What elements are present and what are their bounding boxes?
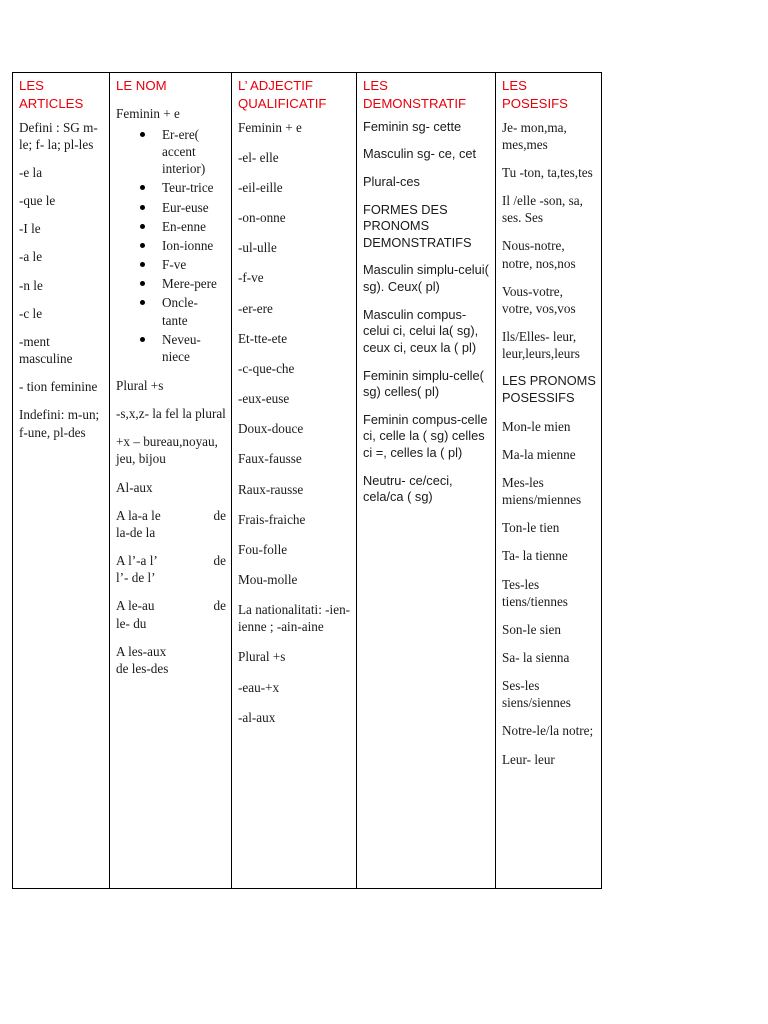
contraction-de: de xyxy=(213,507,226,523)
list-item: Eur-euse xyxy=(162,199,220,216)
text-line: Tu -ton, ta,tes,tes xyxy=(502,164,593,180)
text-line: -e la xyxy=(19,164,43,180)
list-item: Er-ere( accent interior) xyxy=(162,126,220,177)
contraction-left: A les-aux xyxy=(116,643,167,659)
contraction-entry xyxy=(116,507,226,541)
column-articles xyxy=(13,73,110,889)
contraction-left: A la-a le xyxy=(116,507,161,523)
list-item: Mere-pere xyxy=(162,275,220,292)
grammar-table xyxy=(12,72,602,889)
text-line: -ment masculine xyxy=(19,333,73,367)
contraction-entry xyxy=(116,597,226,631)
header-line: LES xyxy=(363,78,388,93)
text-line: Feminin simplu-celle( sg) celles( pl) xyxy=(363,367,484,400)
text-line: -al-aux xyxy=(238,709,276,725)
bullet-list xyxy=(116,126,226,365)
text-line: -que le xyxy=(19,193,56,209)
text-line: -s,x,z- la fel la plural xyxy=(116,406,226,422)
list-item: Oncle-tante xyxy=(162,294,220,328)
text-line: Et-tte-ete xyxy=(238,330,288,346)
text-line: Plural-ces xyxy=(363,173,420,189)
text-line: -on-onne xyxy=(238,210,286,226)
contraction-left: A le-au xyxy=(116,598,155,614)
column-header xyxy=(363,77,490,113)
text-line: -a le xyxy=(19,249,43,265)
column-adjectif xyxy=(232,73,357,889)
column-header xyxy=(19,77,104,113)
contraction-de: de xyxy=(213,598,226,614)
text-line: Fou-folle xyxy=(238,541,288,557)
text-line: Ils/Elles- leur, leur,leurs,leurs xyxy=(502,329,580,362)
text-line: -er-ere xyxy=(238,300,273,316)
text-line: Doux-douce xyxy=(238,421,304,437)
header-line: ARTICLES xyxy=(19,95,84,111)
text-line: -c le xyxy=(19,305,43,321)
text-line: Neutru- ce/ceci, cela/ca ( sg) xyxy=(363,472,453,505)
column-demonstratif xyxy=(357,73,496,889)
contraction-left: A l’-a l’ xyxy=(116,553,158,569)
text-line: Plural +s xyxy=(238,649,286,665)
header-line: L’ ADJECTIF xyxy=(238,78,313,93)
text-line: Leur- leur xyxy=(502,751,555,767)
text-line: Mon-le mien xyxy=(502,418,571,434)
text-line: Feminin sg- cette xyxy=(363,118,462,134)
header-line: POSESIFS xyxy=(502,95,568,111)
text-line: - tion feminine xyxy=(19,379,98,395)
text-line: Feminin + e xyxy=(238,119,302,135)
list-item: F-ve xyxy=(162,256,220,273)
column-posesifs xyxy=(496,73,602,889)
text-line: -c-que-che xyxy=(238,360,295,376)
header-line: LES xyxy=(19,78,44,93)
text-line: Ma-la mienne xyxy=(502,446,576,462)
header-line: LES xyxy=(502,78,527,93)
text-line: Mou-molle xyxy=(238,571,298,587)
text-line: -n le xyxy=(19,277,43,293)
text-line: Indefini: m-un; f-une, pl-des xyxy=(19,407,100,440)
text-line: Plural +s xyxy=(116,378,164,393)
text-line: Defini : SG m- le; f- la; pl-les xyxy=(19,119,98,152)
list-item: En-enne xyxy=(162,218,220,235)
text-line: -eux-euse xyxy=(238,391,290,407)
text-line: Al-aux xyxy=(116,479,153,495)
column-header xyxy=(238,77,351,113)
text-line: Ta- la tienne xyxy=(502,548,568,564)
text-line: Raux-rausse xyxy=(238,481,304,497)
contraction-result: de les-des xyxy=(116,660,169,676)
text-line: Je- mon,ma, mes,mes xyxy=(502,119,567,152)
contraction-result: l’- de l’ xyxy=(116,570,156,586)
table-row xyxy=(13,73,602,889)
text-line: Ton-le tien xyxy=(502,520,560,536)
text-line: -eil-eille xyxy=(238,179,283,195)
list-item: Ion-ionne xyxy=(162,237,220,254)
text-line: La nationalitati: -ien-ienne ; -ain-aine xyxy=(238,602,351,635)
text-line: Feminin compus-celle ci, celle la ( sg) celles ci =, celles la ( pl) xyxy=(363,411,488,460)
contraction-de: de xyxy=(213,553,226,569)
text-line: Nous-notre, notre, nos,nos xyxy=(502,238,576,271)
header-line: DEMONSTRATIF xyxy=(363,95,467,111)
list-item: Teur-trice xyxy=(162,179,220,196)
text-line: Feminin + e xyxy=(116,105,180,121)
text-line: Notre-le/la notre; xyxy=(502,723,594,739)
text-line: FORMES DES PRONOMS DEMONSTRATIFS xyxy=(363,201,472,250)
text-line: Masculin sg- ce, cet xyxy=(363,146,477,162)
contraction-result: le- du xyxy=(116,615,147,631)
contraction-entry xyxy=(116,552,226,586)
contraction-entry xyxy=(116,643,226,677)
text-line: Masculin simplu-celui( sg). Ceux( pl) xyxy=(363,262,489,294)
text-line: Sa- la sienna xyxy=(502,650,570,665)
text-line: Faux-fausse xyxy=(238,451,302,467)
text-line: Frais-fraiche xyxy=(238,511,306,527)
text-line: -f-ve xyxy=(238,270,264,286)
text-line: Vous-votre, votre, vos,vos xyxy=(502,283,576,316)
text-line: -I le xyxy=(19,221,41,237)
list-item: Neveu-niece xyxy=(162,331,220,365)
text-line: Ses-les siens/siennes xyxy=(502,678,571,711)
contraction-result: la-de la xyxy=(116,524,156,540)
column-nom xyxy=(110,73,232,889)
text-line: -ul-ulle xyxy=(238,240,277,256)
text-line: -el- elle xyxy=(238,149,279,165)
text-line: Il /elle -son, sa, ses. Ses xyxy=(502,193,583,226)
text-line: -eau-+x xyxy=(238,679,280,695)
text-line: LES PRONOMS POSESSIFS xyxy=(502,373,596,405)
header-line: LE NOM xyxy=(116,78,167,93)
text-line: +x – bureau,noyau, jeu, bijou xyxy=(116,434,218,467)
text-line: Mes-les miens/miennes xyxy=(502,474,582,508)
column-header xyxy=(116,77,226,95)
text-line: Son-le sien xyxy=(502,621,561,637)
text-line: Tes-les tiens/tiennes xyxy=(502,576,568,609)
header-line: QUALIFICATIF xyxy=(238,95,327,111)
text-line: Masculin compus-celui ci, celui la( sg), ceux ci, ceux la ( pl) xyxy=(363,306,479,355)
column-header xyxy=(502,77,596,113)
